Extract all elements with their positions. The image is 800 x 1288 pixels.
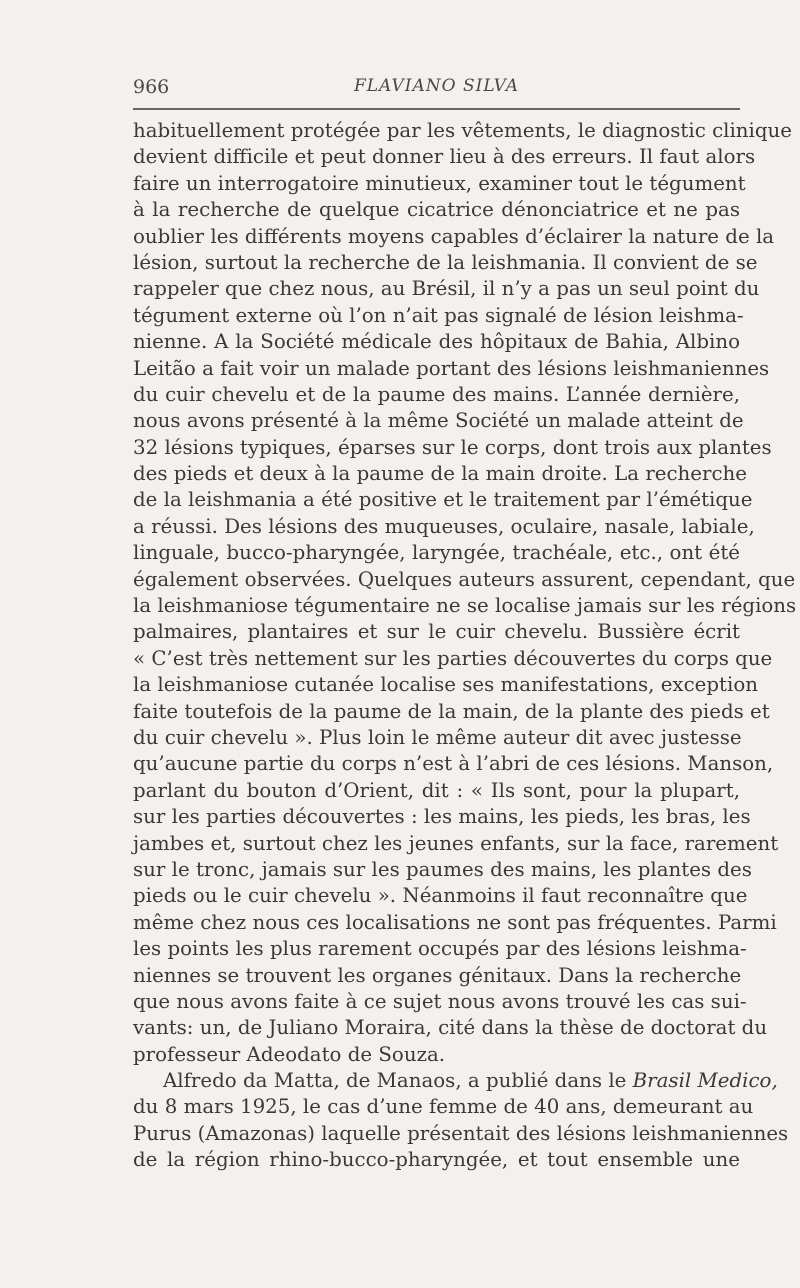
text-line: sur les parties découvertes : les mains, les pieds, les bras, les [133, 805, 751, 829]
text-line: parlant du bouton d’Orient, dit : « Ils sont, pour la plupart, [133, 778, 740, 802]
text-line: également observées. Quelques auteurs assurent, cependant, que [133, 567, 796, 591]
text-run: Alfredo da Matta, de Manaos, a publié dans le [163, 1069, 633, 1093]
text-line: faite toutefois de la paume de la main, de la plante des pieds et [133, 699, 770, 723]
text-line: rappeler que chez nous, au Brésil, il n’y a pas un seul point du [133, 277, 760, 301]
text-line: devient difficile et peut donner lieu à des erreurs. Il faut alors [133, 145, 756, 169]
text-line: même chez nous ces localisations ne sont pas fréquentes. Parmi [133, 910, 777, 934]
text-line: vants: un, de Juliano Moraira, cité dans la thèse de doctorat du [133, 1016, 768, 1040]
text-line: pieds ou le cuir chevelu ». Néanmoins il faut reconnaître que [133, 884, 748, 908]
text-line: linguale, bucco-pharyngée, laryngée, trachéale, etc., ont été [133, 541, 740, 565]
text-line: 32 lésions typiques, éparses sur le corps, dont trois aux plantes [133, 435, 772, 459]
text-line: « C’est très nettement sur les parties découvertes du corps que [133, 646, 773, 670]
text-line: niennes se trouvent les organes génitaux. Dans la recherche [133, 963, 742, 987]
text-line: à la recherche de quelque cicatrice dénonciatrice et ne pas [133, 198, 740, 222]
text-line: que nous avons faite à ce sujet nous avons trouvé les cas sui- [133, 989, 747, 1013]
text-line: du cuir chevelu et de la paume des mains. L’année dernière, [133, 382, 740, 406]
text-line: du cuir chevelu ». Plus loin le même auteur dit avec justesse [133, 725, 742, 749]
text-line: tégument externe où l’on n’ait pas signalé de lésion leishma- [133, 303, 744, 327]
body-text [133, 118, 797, 1174]
text-line: de la leishmania a été positive et le traitement par l’émétique [133, 488, 753, 512]
text-line: professeur Adeodato de Souza. [133, 1042, 446, 1066]
text-line: habituellement protégée par les vêtements, le diagnostic clinique [133, 119, 792, 142]
text-line: nienne. A la Société médicale des hôpitaux de Bahia, Albino [133, 330, 740, 354]
page-number: 966 [133, 76, 170, 98]
text-line: les points les plus rarement occupés par des lésions leishma- [133, 937, 747, 961]
text-line: la leishmaniose tégumentaire ne se localise jamais sur les régions [133, 594, 797, 618]
text-line [133, 1068, 778, 1094]
text-line: faire un interrogatoire minutieux, examiner tout le tégument [133, 171, 746, 195]
text-line: oublier les différents moyens capables d’éclairer la nature de la [133, 224, 775, 248]
text-line: a réussi. Des lésions des muqueuses, oculaire, nasale, labiale, [133, 514, 755, 538]
text-line: du 8 mars 1925, le cas d’une femme de 40 ans, demeurant au [133, 1095, 754, 1119]
text-line: des pieds et deux à la paume de la main droite. La recherche [133, 462, 747, 486]
header-rule [133, 108, 740, 110]
text-line: la leishmaniose cutanée localise ses manifestations, exception [133, 673, 758, 697]
journal-title: Brasil Medico, [632, 1069, 778, 1093]
text-line: jambes et, surtout chez les jeunes enfants, sur la face, rarement [133, 831, 779, 855]
running-title: FLAVIANO SILVA [353, 76, 520, 96]
text-line: Purus (Amazonas) laquelle présentait des lésions leishmaniennes [133, 1121, 789, 1145]
paragraph-1 [133, 118, 797, 1068]
text-line: qu’aucune partie du corps n’est à l’abri de ces lésions. Manson, [133, 752, 774, 776]
text-line: lésion, surtout la recherche de la leishmania. Il convient de se [133, 250, 758, 274]
running-head [133, 74, 740, 104]
text-line: nous avons présenté à la même Société un malade atteint de [133, 409, 744, 433]
text-line: Leitão a fait voir un malade portant des lésions leishmaniennes [133, 356, 770, 380]
paragraph-2 [133, 1068, 789, 1174]
text-line: sur le tronc, jamais sur les paumes des mains, les plantes des [133, 857, 752, 881]
text-line: palmaires, plantaires et sur le cuir chevelu. Bussière écrit [133, 620, 740, 644]
text-line: de la région rhino-bucco-pharyngée, et tout ensemble une [133, 1148, 740, 1172]
